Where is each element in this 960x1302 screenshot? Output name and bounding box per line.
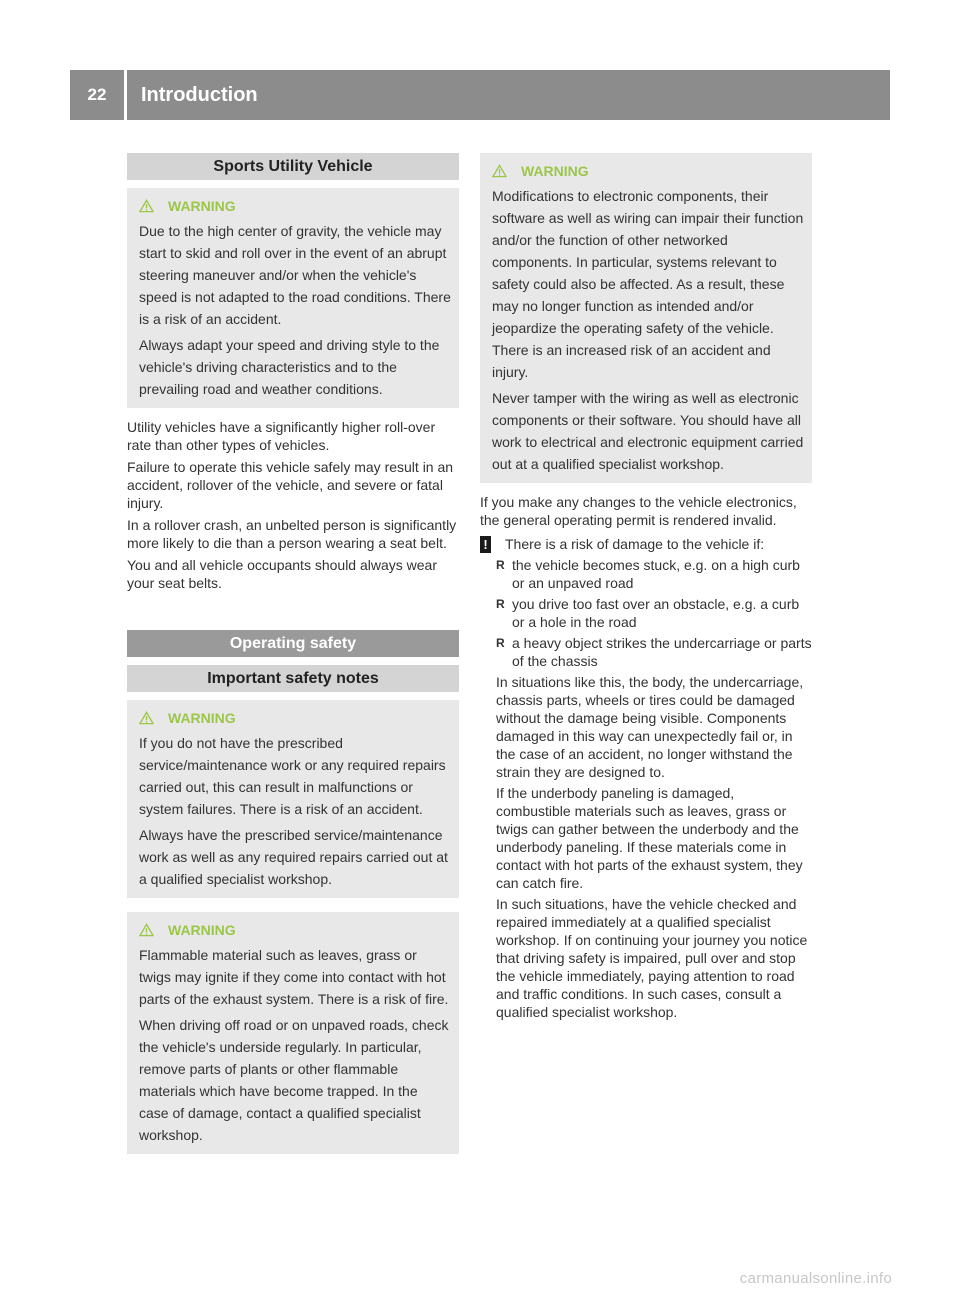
- damage-notice: [480, 535, 812, 553]
- header-divider: [124, 70, 127, 120]
- warning-header: [492, 159, 804, 183]
- exclamation-icon: !: [480, 536, 491, 553]
- body-paragraph: You and all vehicle occupants should always wear your seat belts.: [127, 557, 438, 591]
- bullet-list: [496, 556, 812, 670]
- warning-text: Flammable material such as leaves, grass or twigs may ignite if they come into contact with hot parts of the exhaust system. There is a risk of fire.: [139, 947, 449, 1007]
- warning-text: Due to the high center of gravity, the vehicle may start to skid and roll over in the event of an abrupt steering maneuver and/or when the vehicle's speed is not adapted to the road conditions. There is a risk of an accident.: [139, 223, 451, 327]
- page-number: 22: [87, 85, 107, 104]
- warning-box-rollover: [127, 188, 459, 408]
- body-paragraph: Failure to operate this vehicle safely may result in an accident, rollover of the vehicle, and severe or fatal injury.: [127, 459, 454, 511]
- warning-box-service: [127, 700, 459, 898]
- warning-text: Always have the prescribed service/maintenance work as well as any required repairs carried out at a qualified specialist workshop.: [139, 827, 448, 887]
- indented-paragraph: In situations like this, the body, the undercarriage, chassis parts, wheels or tires could be damaged without the damage being visible. Components damaged in this way can unexpectedly fail or, in the case of an accident, no longer withstand the strain they are designed to.: [496, 674, 804, 780]
- warning-header: [139, 918, 451, 942]
- section-heading-suv: Sports Utility Vehicle: [127, 153, 459, 180]
- right-column: [480, 153, 812, 1021]
- warning-triangle-icon: [139, 711, 154, 725]
- list-item: [496, 634, 812, 670]
- warning-box-electronics: [480, 153, 812, 483]
- bullet-icon: R: [496, 597, 505, 611]
- watermark: carmanualsonline.info: [739, 1270, 892, 1287]
- bullet-icon: R: [496, 558, 505, 572]
- list-item-text: you drive too fast over an obstacle, e.g. a curb or a hole in the road: [512, 596, 800, 630]
- left-column: [127, 153, 459, 1154]
- list-item: [496, 595, 812, 631]
- warning-header: [139, 194, 451, 218]
- warning-header: [139, 706, 451, 730]
- warning-text: When driving off road or on unpaved roads, check the vehicle's underside regularly. In particular, remove parts of plants or other flammable materials which have become trapped. In the case of damage, contact a qualified specialist workshop.: [139, 1017, 449, 1143]
- warning-label: WARNING: [168, 710, 236, 726]
- body-paragraph: If you make any changes to the vehicle electronics, the general operating permit is rendered invalid.: [480, 494, 797, 528]
- warning-label: WARNING: [521, 163, 589, 179]
- notice-text: There is a risk of damage to the vehicle if:: [505, 536, 765, 552]
- indented-paragraph: If the underbody paneling is damaged, combustible materials such as leaves, grass or twigs can gather between the underbody and the underbody paneling. If these materials come in contact with hot parts of the exhaust system, they can catch fire.: [496, 785, 803, 891]
- section-heading-important-notes: Important safety notes: [127, 665, 459, 692]
- bullet-icon: R: [496, 636, 505, 650]
- warning-triangle-icon: [139, 199, 154, 213]
- body-paragraph: Utility vehicles have a significantly higher roll-over rate than other types of vehicles.: [127, 419, 436, 453]
- section-heading-operating-safety: Operating safety: [127, 630, 459, 657]
- body-paragraph: In a rollover crash, an unbelted person is significantly more likely to die than a person wearing a seat belt.: [127, 517, 457, 551]
- chapter-title: Introduction: [141, 83, 258, 106]
- warning-box-flammable: [127, 912, 459, 1154]
- list-item-text: a heavy object strikes the undercarriage or parts of the chassis: [512, 635, 812, 669]
- indented-paragraph: In such situations, have the vehicle checked and repaired immediately at a qualified specialist workshop. If on continuing your journey you notice that driving safety is impaired, pull over and stop the vehicle immediately, paying attention to road and traffic conditions. In such cases, consult a qualified specialist workshop.: [496, 896, 808, 1020]
- warning-label: WARNING: [168, 922, 236, 938]
- warning-triangle-icon: [139, 923, 154, 937]
- list-item-text: the vehicle becomes stuck, e.g. on a high curb or an unpaved road: [512, 557, 800, 591]
- warning-text: If you do not have the prescribed service/maintenance work or any required repairs carried out, this can result in malfunctions or system failures. There is a risk of an accident.: [139, 735, 446, 817]
- warning-triangle-icon: [492, 164, 507, 178]
- list-item: [496, 556, 812, 592]
- warning-text: Always adapt your speed and driving style to the vehicle's driving characteristics and to the prevailing road and weather conditions.: [139, 337, 440, 397]
- warning-text: Modifications to electronic components, their software as well as wiring can impair their function and/or the function of other networked components. In particular, systems relevant to safety could also be affected. As a result, these may no longer function as intended and/or jeopardize the operating safety of the vehicle. There is an increased risk of an accident and injury.: [492, 188, 804, 380]
- warning-label: WARNING: [168, 198, 236, 214]
- warning-text: Never tamper with the wiring as well as electronic components or their software. You should have all work to electrical and electronic equipment carried out at a qualified specialist workshop.: [492, 390, 804, 472]
